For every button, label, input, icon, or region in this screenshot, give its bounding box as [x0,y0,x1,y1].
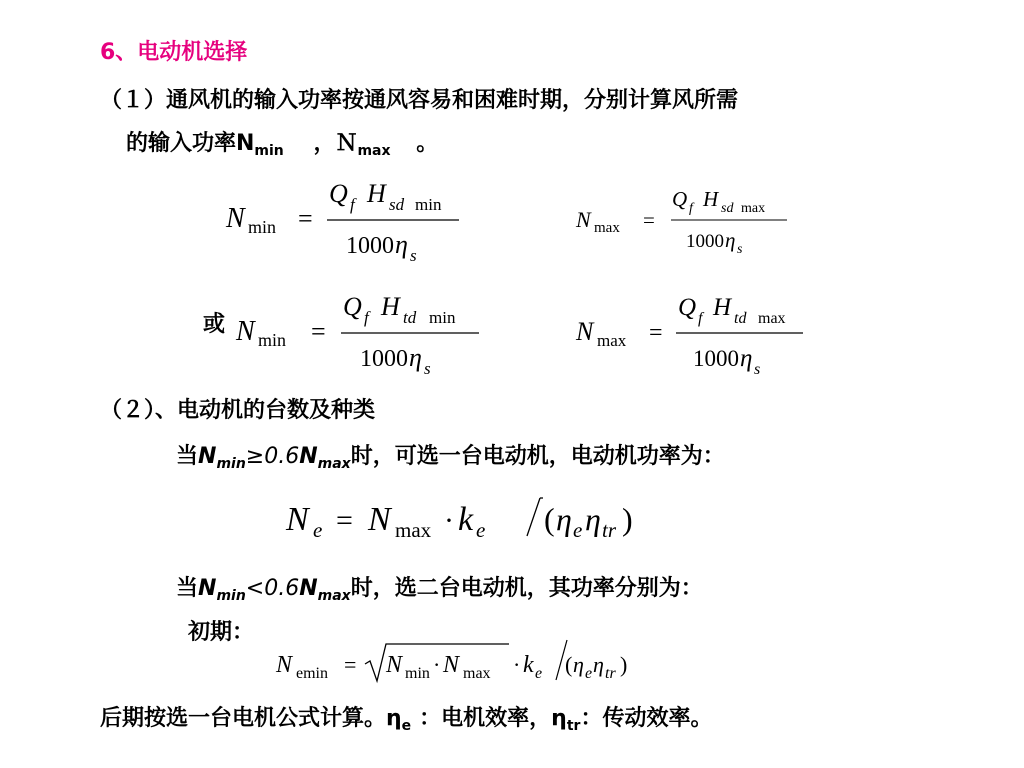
s-subscript: s [754,361,761,378]
n-symbol: N [368,501,391,538]
section2-title: （２）、电动机的台数及种类 [100,398,376,423]
sd-subscript: sd [721,201,734,216]
s-subscript: s [424,359,431,378]
equals-sign: = [311,317,326,346]
footer-part3: ：传动效率。 [580,706,713,731]
h-symbol: H [367,179,386,208]
right-paren: ) [622,501,633,537]
eta-symbol: η [585,501,601,537]
condition2-operator: <0.6 [245,576,300,601]
sd-subscript: sd [389,195,405,214]
max-subscript: max [758,310,786,327]
initial-period-label: 初期： [188,620,255,645]
formula-ne [286,490,666,550]
condition2-min-subscript: min [216,588,246,604]
eta-symbol: η [573,652,584,677]
e-subscript: e [585,665,593,682]
n-symbol: N [236,316,255,347]
condition1-max-subscript: max [317,456,351,472]
q-symbol: Q [678,294,697,321]
n-symbol: N [576,317,594,346]
thousand-number: 1000 [360,346,408,372]
right-paren: ) [620,652,628,677]
n-symbol: N [386,652,403,678]
condition2-n: N [198,576,217,601]
min-subscript: min [415,195,442,214]
q-symbol: Q [343,292,362,321]
footer-part1: 后期按选一台电机公式计算。η [100,706,402,731]
condition1-operator: ≥0.6 [245,444,300,469]
left-paren: ( [544,501,555,537]
thousand-number: 1000 [686,231,724,252]
condition1-min-subscript: min [216,456,246,472]
f-subscript: f [698,310,703,327]
left-paren: ( [565,652,573,677]
nmax-subscript: max [357,143,391,159]
eta-symbol: η [740,345,753,372]
e-subscript: e [535,665,543,682]
equals-sign: = [344,652,357,677]
formula-nmax-td [576,290,816,380]
min-subscript: min [258,330,287,350]
section1-line2-suffix: 。 [416,131,439,156]
q-symbol: Q [329,179,348,208]
thousand-number: 1000 [346,233,394,259]
tr-subscript: tr [602,518,617,542]
max-subscript: max [395,518,432,542]
min-subscript: min [429,308,456,327]
f-subscript: f [350,195,355,214]
section-heading: 6、电动机选择 [100,40,248,65]
equals-sign: = [298,204,313,233]
footer-eta-e-subscript: e [401,718,412,734]
n-symbol: N [286,501,309,538]
condition1-n2: N [299,444,318,469]
section1-line1: （１）通风机的输入功率按通风容易和困难时期，分别计算风所需 [100,88,739,113]
footer-line [100,706,713,734]
formula-nmin-td [236,290,486,380]
nmin-subscript: min [254,143,284,159]
condition2-line [176,576,703,604]
e-subscript: e [476,518,486,542]
dot-operator: · [513,652,521,677]
condition2-n2: N [299,576,318,601]
emin-subscript: emin [296,665,328,682]
s-subscript: s [737,242,743,257]
td-subscript: td [403,308,417,327]
section1-line2-mid: ，Ｎ [313,131,358,156]
formula-nmin-sd [226,175,466,265]
n-symbol: N [276,652,293,678]
eta-symbol: η [593,652,604,677]
n-symbol: N [576,207,591,232]
k-symbol: k [523,652,534,678]
max-subscript: max [463,665,491,682]
max-subscript: max [741,201,766,216]
thousand-number: 1000 [693,346,739,371]
condition2-max-subscript: max [317,588,351,604]
equals-sign: = [649,320,663,346]
condition1-prefix: 当 [176,444,199,469]
division-slash [527,498,540,536]
dot-operator: · [433,652,441,677]
condition2-prefix: 当 [176,576,199,601]
h-symbol: H [703,187,719,211]
q-symbol: Q [672,187,688,211]
min-subscript: min [405,665,430,682]
or-label: 或 [203,312,226,337]
max-subscript: max [594,220,620,236]
n-symbol: N [443,652,460,678]
e-subscript: e [313,518,323,542]
equals-sign: = [336,504,353,537]
min-subscript: min [248,217,277,237]
condition1-suffix: 时，可选一台电动机，电动机功率为： [350,444,725,469]
condition1-n: N [198,444,217,469]
eta-symbol: η [409,343,422,372]
f-subscript: f [364,308,369,327]
h-symbol: H [713,294,732,321]
eta-symbol: η [395,230,408,259]
td-subscript: td [734,310,747,327]
footer-eta-tr-subscript: tr [566,718,581,734]
s-subscript: s [410,246,417,265]
eta-symbol: η [725,228,736,252]
footer-part2: ：电机效率，η [419,706,567,731]
dot-operator: · [444,504,454,537]
section1-line2-prefix: 的输入功率N [126,131,255,156]
f-subscript: f [689,201,693,216]
tr-subscript: tr [605,665,616,682]
e-subscript: e [573,518,583,542]
h-symbol: H [381,292,400,321]
max-subscript: max [597,331,627,350]
condition1-line [176,444,725,472]
section1-line2 [126,131,439,159]
condition2-suffix: 时，选二台电动机，其功率分别为： [350,576,703,601]
eta-symbol: η [556,501,572,537]
k-symbol: k [458,501,474,538]
formula-nmax-sd [576,183,796,258]
formula-nemin [276,632,656,690]
n-symbol: N [226,203,245,234]
equals-sign: = [643,208,655,232]
